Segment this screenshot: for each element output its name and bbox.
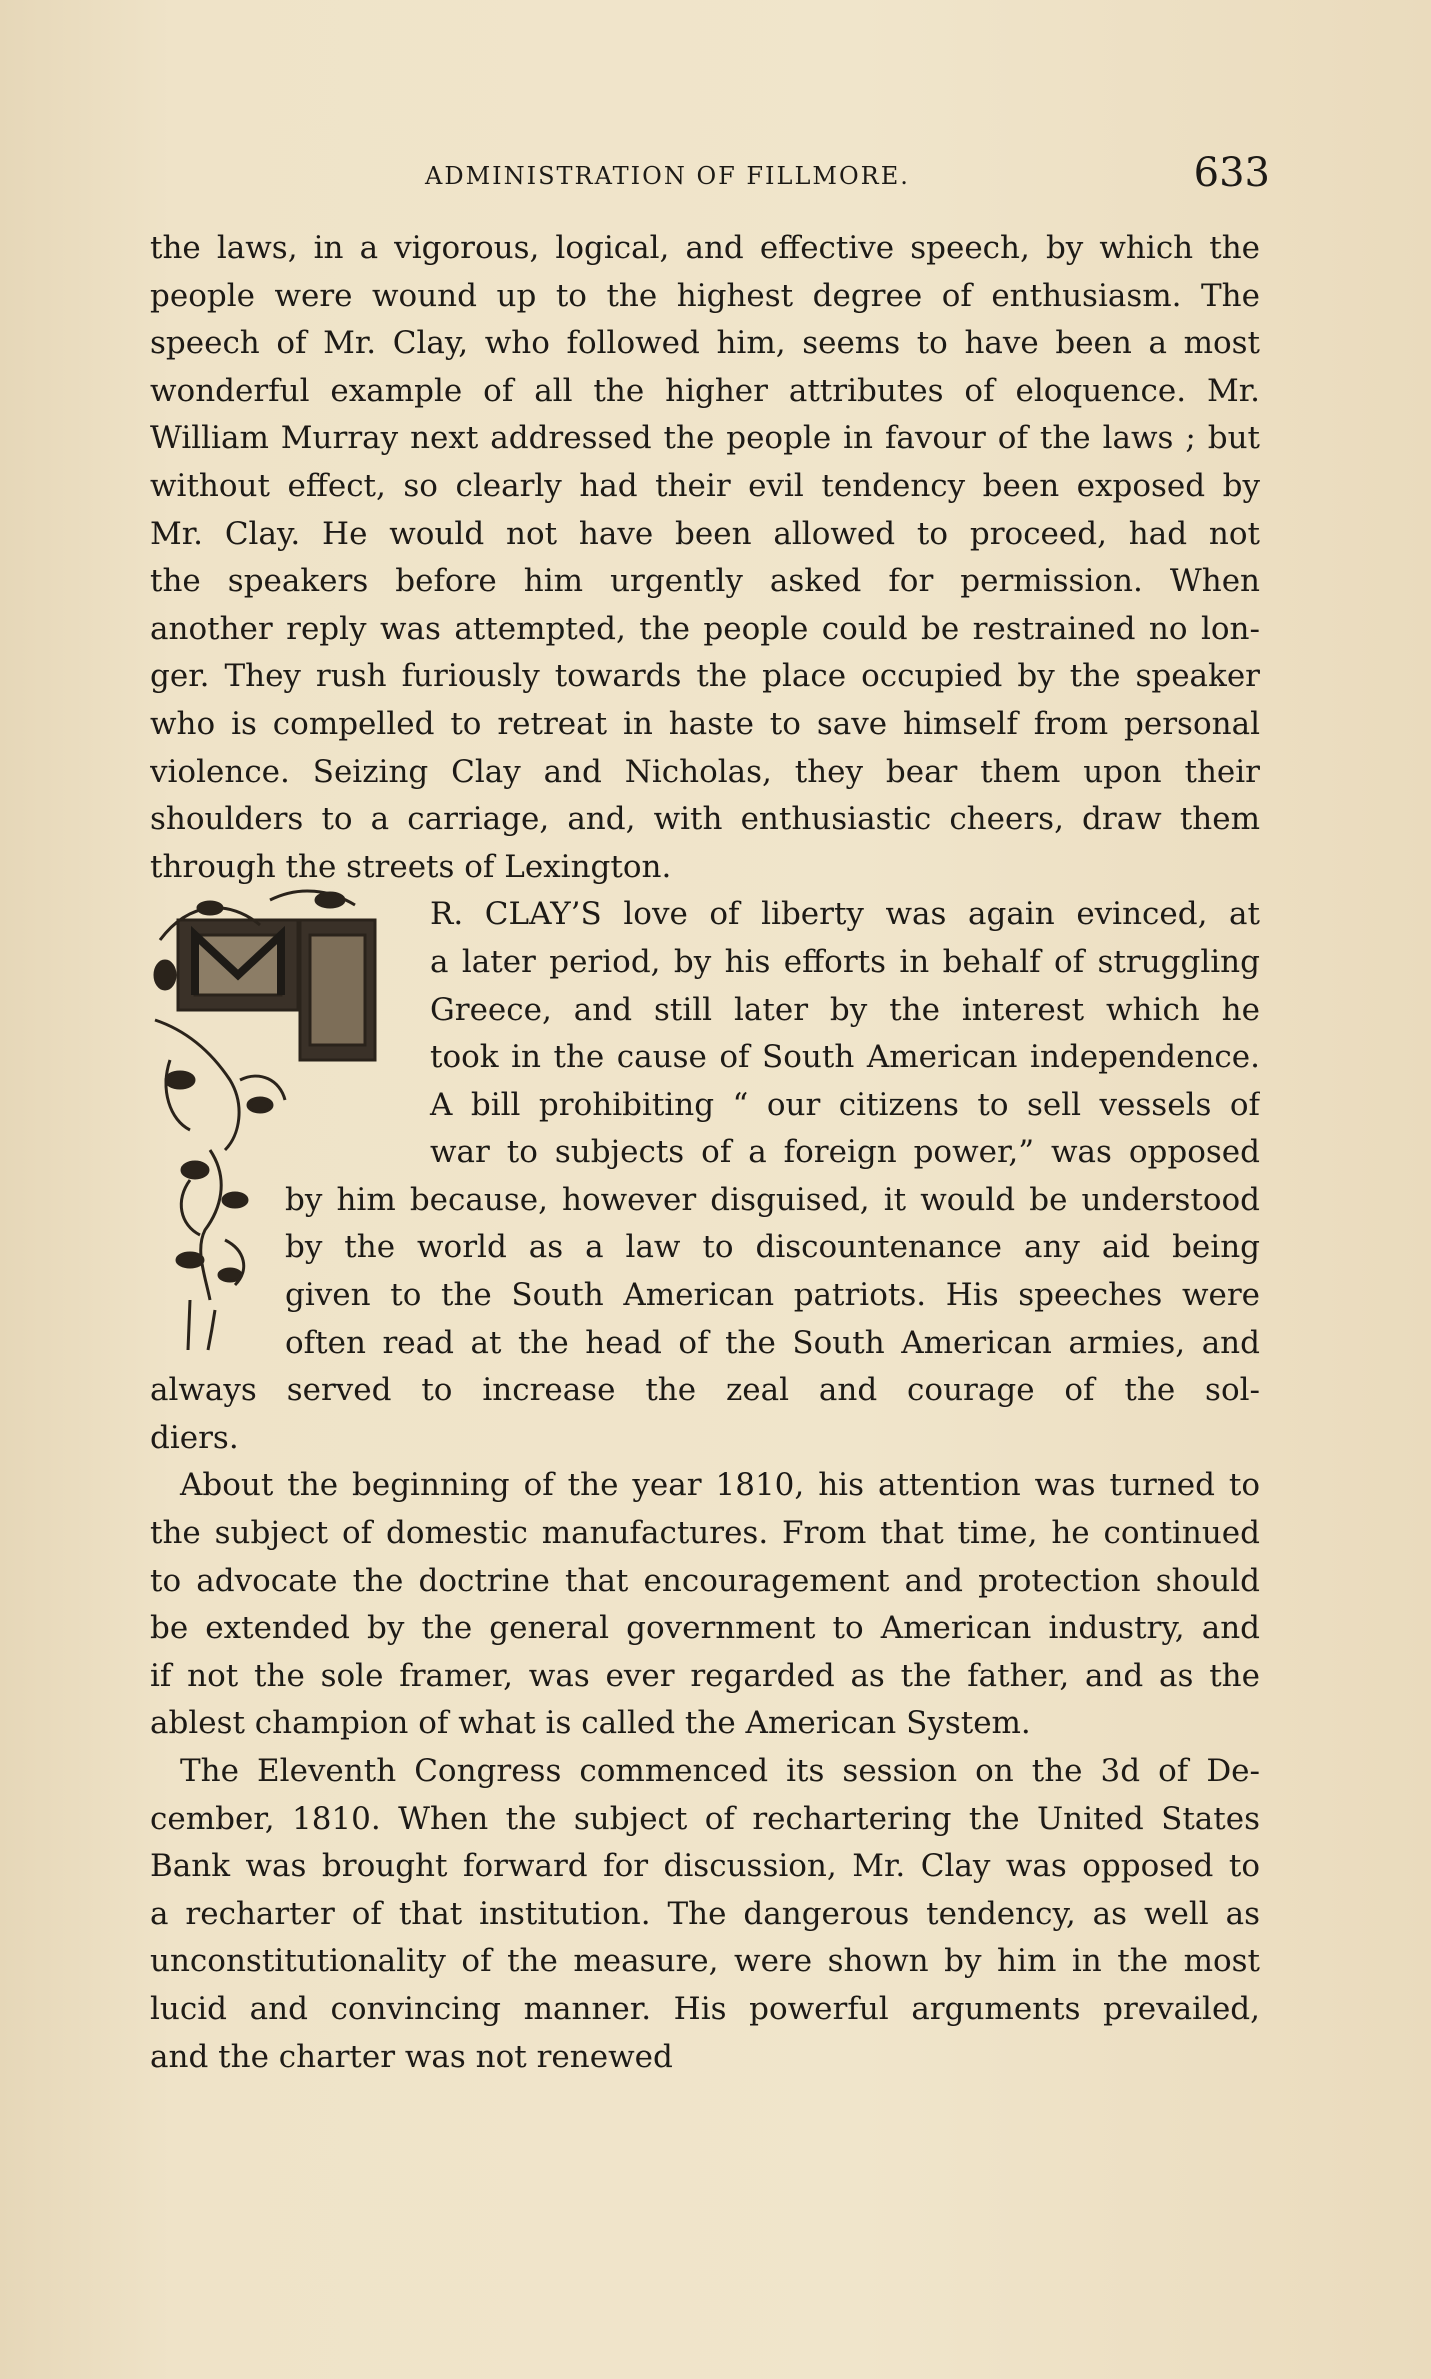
text-line: without effect, so clearly had their evil tendency been exposed by — [150, 467, 1260, 504]
text-line: R. CLAY’S love of liberty was again evinced, at — [430, 896, 1260, 933]
text-line: given to the South American patriots. His speeches were — [285, 1277, 1260, 1314]
text-line: to advocate the doctrine that encouragement and protection should — [150, 1562, 1260, 1599]
page-header — [425, 150, 1270, 210]
running-head: ADMINISTRATION OF FILLMORE. — [425, 162, 910, 190]
text-line: through the streets of Lexington. — [150, 848, 672, 885]
text-line: Mr. Clay. He would not have been allowed to proceed, had not — [150, 515, 1260, 552]
text-line: Bank was brought forward for discussion, Mr. Clay was opposed to — [150, 1848, 1260, 1885]
text-line: About the beginning of the year 1810, his attention was turned to — [180, 1467, 1260, 1504]
text-line: diers. — [150, 1419, 239, 1456]
text-line: the laws, in a vigorous, logical, and effective speech, by which the — [150, 230, 1260, 266]
text-line: often read at the head of the South American armies, and — [285, 1324, 1260, 1361]
text-line: ablest champion of what is called the American System. — [150, 1705, 1031, 1742]
paragraph-4 — [150, 1748, 1260, 2081]
text-line: A bill prohibiting “ our citizens to sell vessels of — [430, 1086, 1260, 1123]
text-line: Greece, and still later by the interest which he — [430, 991, 1260, 1028]
text-line: The Eleventh Congress commenced its session on the 3d of De- — [180, 1753, 1260, 1789]
paragraph-3 — [150, 1462, 1260, 1748]
text-line: ger. They rush furiously towards the place occupied by the speaker — [150, 658, 1260, 695]
paragraph-2 — [150, 891, 1260, 1462]
text-line: be extended by the general government to American industry, and — [150, 1610, 1260, 1647]
text-line: a recharter of that institution. The dangerous tendency, as well as — [150, 1895, 1260, 1932]
text-line: always served to increase the zeal and courage of the sol- — [150, 1372, 1260, 1409]
text-line: by him because, however disguised, it would be understood — [285, 1181, 1260, 1218]
text-line: people were wound up to the highest degree of enthusiasm. The — [150, 277, 1260, 314]
text-line: violence. Seizing Clay and Nicholas, they bear them upon their — [150, 753, 1260, 790]
text-line: wonderful example of all the higher attributes of eloquence. Mr. — [150, 372, 1260, 409]
text-line: who is compelled to retreat in haste to save himself from personal — [150, 705, 1260, 742]
text-line: shoulders to a carriage, and, with enthusiastic cheers, draw them — [150, 801, 1260, 838]
text-line: and the charter was not renewed — [150, 2038, 673, 2075]
text-line: lucid and convincing manner. His powerful arguments prevailed, — [150, 1990, 1260, 2027]
text-line: a later period, by his efforts in behalf of struggling — [430, 943, 1260, 980]
text-line: if not the sole framer, was ever regarded as the father, and as the — [150, 1657, 1260, 1694]
text-line: the subject of domestic manufactures. From that time, he continued — [150, 1515, 1260, 1552]
paragraph-1 — [150, 225, 1260, 891]
text-line: speech of Mr. Clay, who followed him, seems to have been a most — [150, 325, 1260, 362]
text-line: cember, 1810. When the subject of rechartering the United States — [150, 1800, 1260, 1837]
text-line: war to subjects of a foreign power,” was opposed — [430, 1134, 1260, 1171]
text-line: by the world as a law to discountenance any aid being — [285, 1229, 1260, 1266]
text-line: the speakers before him urgently asked for permission. When — [150, 563, 1260, 600]
text-line: took in the cause of South American independence. — [430, 1039, 1260, 1076]
page-number: 633 — [1193, 150, 1270, 196]
text-line: William Murray next addressed the people in favour of the laws ; but — [150, 420, 1260, 457]
text-line: unconstitutionality of the measure, were shown by him in the most — [150, 1943, 1260, 1980]
text-line: another reply was attempted, the people could be restrained no lon- — [150, 610, 1260, 647]
body-text — [150, 225, 1260, 2081]
